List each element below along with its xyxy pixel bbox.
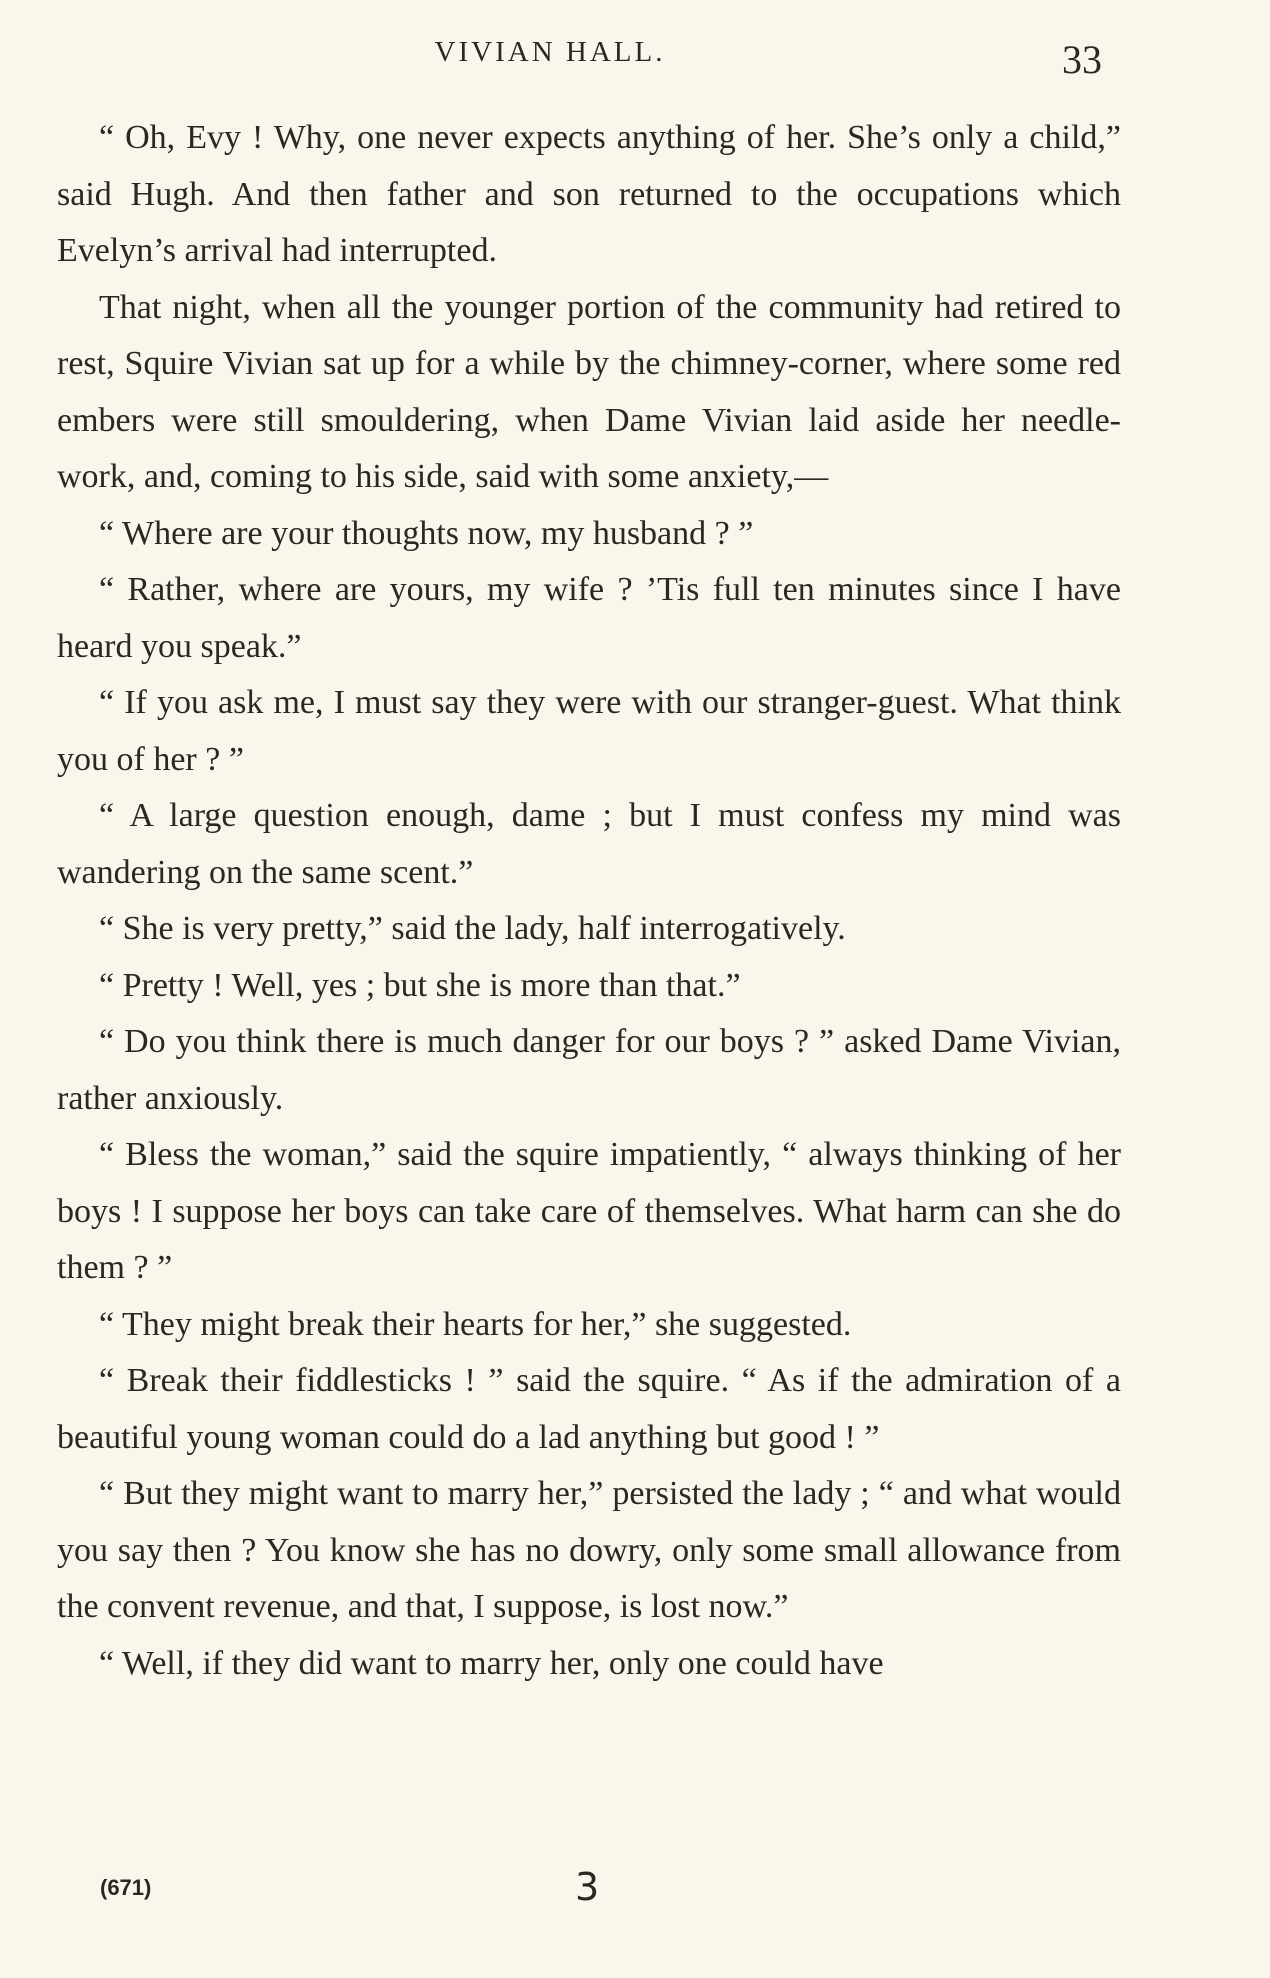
paragraph: That night, when all the younger portion of the community had retired to rest, Squire Vivian sat up for a while by the chimney-corner, where some red embers were still smouldering, when Dame Vivian laid aside her needle-work, and, coming to his side, said with some anxiety,— bbox=[57, 288, 1121, 495]
page-number: 33 bbox=[1062, 37, 1102, 82]
running-head bbox=[0, 36, 1270, 86]
paragraph: “ A large question enough, dame ; but I must confess my mind was wandering on the same scent.” bbox=[57, 797, 1121, 891]
paragraph: “ Well, if they did want to marry her, only one could have bbox=[99, 1644, 884, 1682]
paragraph: “ Break their fiddlesticks ! ” said the squire. “ As if the admiration of a beautiful young woman could do a lad anything but good ! ” bbox=[57, 1362, 1121, 1456]
paragraph: “ Oh, Evy ! Why, one never expects anything of her. She’s only a child,” said Hugh. And then father and son returned to the occupations which Evelyn’s arrival had interrupted. bbox=[57, 119, 1121, 269]
running-title: VIVIAN HALL. bbox=[434, 36, 666, 68]
paragraph: “ Bless the woman,” said the squire impatiently, “ always thinking of her boys ! I suppose her boys can take care of themselves. What harm can she do them ? ” bbox=[57, 1136, 1121, 1286]
paragraph: “ Pretty ! Well, yes ; but she is more than that.” bbox=[99, 966, 741, 1004]
paragraph: “ If you ask me, I must say they were with our stranger-guest. What think you of her ? ” bbox=[57, 684, 1121, 778]
paragraph: “ They might break their hearts for her,” she suggested. bbox=[99, 1305, 852, 1343]
paragraph: “ But they might want to marry her,” persisted the lady ; “ and what would you say then ? You know she has no dowry, only some small allowance from the convent revenue, and that, I suppose, is lost now.” bbox=[57, 1475, 1121, 1625]
body-text bbox=[57, 110, 1121, 1692]
signature-mark: 3 bbox=[575, 1865, 600, 1909]
paragraph: “ Do you think there is much danger for our boys ? ” asked Dame Vivian, rather anxiously. bbox=[57, 1023, 1121, 1117]
paragraph: “ Rather, where are yours, my wife ? ’Tis full ten minutes since I have heard you speak.” bbox=[57, 571, 1121, 665]
paragraph: “ Where are your thoughts now, my husband ? ” bbox=[99, 514, 754, 552]
paragraph: “ She is very pretty,” said the lady, half interrogatively. bbox=[99, 910, 846, 947]
signature-code: (671) bbox=[100, 1875, 152, 1900]
page-footer bbox=[0, 1865, 1270, 1925]
